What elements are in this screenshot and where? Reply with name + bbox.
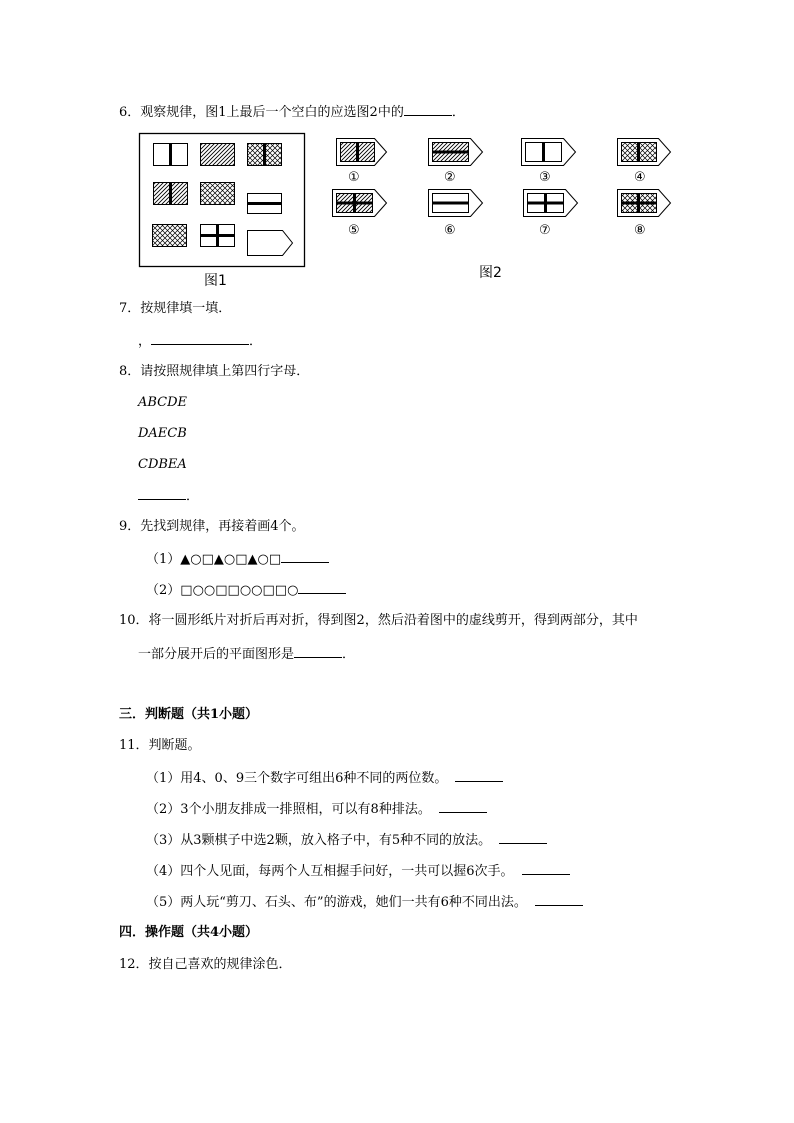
fig2-label-2: ② <box>444 170 456 185</box>
q9-seq-1: ▲○□▲○□▲○□ <box>180 552 282 567</box>
q11-item-4: （4）四个人见面，每两个人互相握手问好，一共可以握6次手。 <box>146 862 570 881</box>
q8-row-2: DAECB <box>138 426 187 441</box>
q11-answer-blank-3[interactable] <box>499 831 547 844</box>
section4-title: 四．操作题（共4小题） <box>119 925 259 940</box>
q11-item-1: （1）用4、0、9三个数字可组出6种不同的两位数。 <box>146 769 503 788</box>
fig1-tile-7 <box>153 225 187 247</box>
fig2-option-6 <box>429 190 483 217</box>
q9-line: 9．先找到规律，再接着画4个。 <box>119 519 305 534</box>
q11-item-3: （3）从3颗棋子中选2颗，放入格子中，有5种不同的放法。 <box>146 831 547 850</box>
q8-answer-blank[interactable] <box>138 487 186 500</box>
q10-line-1: 10．将一圆形纸片对折后再对折，得到图2，然后沿着图中的虚线剪开，得到两部分，其中 <box>119 613 638 628</box>
q12-line: 12．按自己喜欢的规律涂色． <box>119 957 292 972</box>
fig1-tile-4 <box>154 183 188 205</box>
q11-item-2: （2）3个小朋友排成一排照相，可以有8种排法。 <box>146 800 487 819</box>
q9-item-2: （2）□○○□□○○□□○ <box>146 581 346 600</box>
fig1-tile-6 <box>248 194 282 214</box>
q7-answer-blank[interactable] <box>151 332 249 345</box>
fig1-tile-8 <box>201 225 235 247</box>
fig2-label-4: ④ <box>634 170 646 185</box>
q11-line: 11．判断题。 <box>119 738 201 753</box>
q8-line: 8．请按照规律填上第四行字母． <box>119 364 310 379</box>
fig2-label-3: ③ <box>539 170 551 185</box>
q9-seq-2: □○○□□○○□□○ <box>180 583 299 598</box>
fig2-option-4 <box>618 139 671 166</box>
fig2-option-8 <box>618 190 671 217</box>
q9-answer-blank-2[interactable] <box>298 581 346 594</box>
q7-answer-line: ， ． <box>138 334 263 349</box>
fig1-empty-tag[interactable] <box>248 231 293 256</box>
q9-answer-blank-1[interactable] <box>281 550 329 563</box>
fig2-label-5: ⑤ <box>348 223 360 238</box>
fig2-option-1 <box>337 139 387 166</box>
fig2-label-7: ⑦ <box>539 223 551 238</box>
q8-row-3: CDBEA <box>138 457 187 472</box>
q11-item-5: （5）两人玩“剪刀、石头、布”的游戏，她们一共有6种不同出法。 <box>146 893 583 912</box>
q6-line: 6．观察规律，图1上最后一个空白的应选图2中的 ． <box>119 105 465 120</box>
fig1-tile-2 <box>201 144 235 166</box>
q11-answer-blank-5[interactable] <box>535 893 583 906</box>
fig2-option-5 <box>333 190 387 217</box>
fig1-caption: 图1 <box>204 273 227 289</box>
q6-figure <box>130 128 675 291</box>
fig2-caption: 图2 <box>479 265 502 281</box>
q10-answer-blank[interactable] <box>294 645 342 658</box>
fig2-option-7 <box>524 190 578 217</box>
fig2-label-8: ⑧ <box>634 223 646 238</box>
q8-row-1: ABCDE <box>138 395 188 410</box>
q11-answer-blank-4[interactable] <box>522 862 570 875</box>
fig1-tile-1 <box>154 144 188 166</box>
fig2-option-3 <box>522 139 576 166</box>
fig2-label-6: ⑥ <box>444 223 456 238</box>
q6-answer-blank[interactable] <box>404 103 452 116</box>
section3-title: 三．判断题（共1小题） <box>119 707 259 722</box>
fig2-label-1: ① <box>348 170 360 185</box>
q7-line: 7．按规律填一填． <box>119 301 232 316</box>
q11-answer-blank-2[interactable] <box>439 800 487 813</box>
fig1-tile-3 <box>248 144 282 166</box>
q9-item-1: （1）▲○□▲○□▲○□ <box>146 550 329 569</box>
q11-answer-blank-1[interactable] <box>455 769 503 782</box>
q8-answer-line: ． <box>138 487 199 506</box>
fig1-tile-5 <box>201 183 235 205</box>
fig2-option-2 <box>429 139 483 166</box>
q10-line-2: 一部分展开后的平面图形是 ． <box>138 647 356 662</box>
